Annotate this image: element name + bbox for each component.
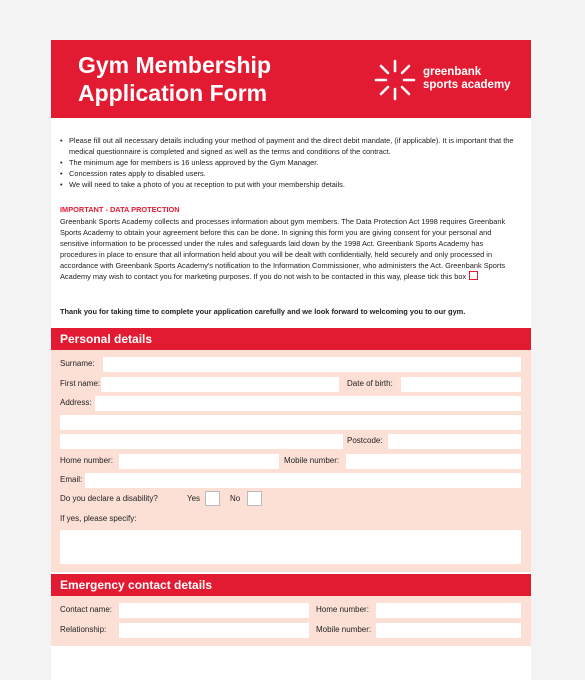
address-field-line-2[interactable]	[60, 415, 521, 430]
first-name-label: First name:	[60, 379, 101, 388]
emergency-home-number-field[interactable]	[376, 603, 521, 618]
brand-name-line-2: sports academy	[423, 79, 511, 91]
personal-details-title: Personal details	[60, 332, 153, 346]
email-field[interactable]	[85, 473, 521, 488]
personal-details-header	[51, 328, 531, 350]
intro-bullet: • We will need to take a photo of you at reception to put with your membership details.	[60, 179, 520, 190]
home-number-label: Home number:	[60, 456, 113, 465]
emergency-home-number-label: Home number:	[316, 605, 369, 614]
emergency-contact-title: Emergency contact details	[60, 578, 213, 592]
data-protection-text: Greenbank Sports Academy collects and processes information about gym members. The Data Protection Act 1998 requires Greenbank Sports Academy to obtain your agreement before this can be done. In signing this form you are giving consent for your personal and sensitive information to be processed under the rules and safeguards laid down by the 1998 Act. Greenbank Sports Academy has procedures in place to ensure that all information held about you will be dealt with confidentially, held securely and only processed in accordance with Greenbank Sports Academy's notification to the Information Commissioner, who administers the Act. Greenbank Sports Academy may wish to contact you for marketing purposes. If you do not wish to be contacted in this way, please tick this box	[60, 217, 506, 281]
data-protection-paragraph	[60, 216, 522, 282]
emergency-contact-section	[51, 596, 531, 646]
data-protection-heading: IMPORTANT - DATA PROTECTION	[60, 205, 180, 214]
marketing-opt-out-checkbox[interactable]	[469, 271, 478, 280]
date-of-birth-field[interactable]	[401, 377, 521, 392]
postcode-field[interactable]	[388, 434, 521, 449]
intro-bullet: • The minimum age for members is 16 unless approved by the Gym Manager.	[60, 157, 520, 168]
disability-question-label: Do you declare a disability?	[60, 494, 158, 503]
intro-bullet: • Concession rates apply to disabled users.	[60, 168, 520, 179]
disability-no-checkbox[interactable]	[247, 491, 262, 506]
form-page	[51, 40, 531, 680]
thank-you-note: Thank you for taking time to complete your application carefully and we look forward to welcoming you to our gym.	[60, 307, 466, 316]
relationship-label: Relationship:	[60, 625, 107, 634]
address-field-line-3[interactable]	[60, 434, 343, 449]
surname-label: Surname:	[60, 359, 95, 368]
form-header	[51, 40, 531, 118]
disability-specify-field[interactable]	[60, 530, 521, 564]
contact-name-label: Contact name:	[60, 605, 113, 614]
home-number-field[interactable]	[119, 454, 279, 469]
intro-bullet-list	[60, 135, 520, 190]
personal-details-section	[51, 350, 531, 572]
form-title-line-1: Gym Membership	[78, 52, 271, 78]
sunburst-logo-icon	[373, 58, 417, 102]
date-of-birth-label: Date of birth:	[347, 379, 393, 388]
email-label: Email:	[60, 475, 83, 484]
mobile-number-field[interactable]	[346, 454, 521, 469]
disability-no-label: No	[230, 494, 241, 503]
mobile-number-label: Mobile number:	[284, 456, 340, 465]
emergency-contact-header	[51, 574, 531, 596]
emergency-mobile-number-label: Mobile number:	[316, 625, 372, 634]
intro-bullet: • Please fill out all necessary details including your method of payment and the direct debit mandate, (if applicable). It is important that the medical questionnaire is completed and signed as well as the terms and conditions of the contract.	[60, 135, 520, 157]
form-title-line-2: Application Form	[78, 80, 268, 106]
address-label: Address:	[60, 398, 92, 407]
disability-specify-label: If yes, please specify:	[60, 514, 137, 523]
disability-yes-label: Yes	[187, 494, 201, 503]
postcode-label: Postcode:	[347, 436, 383, 445]
contact-name-field[interactable]	[119, 603, 309, 618]
address-field-line-1[interactable]	[95, 396, 521, 411]
relationship-field[interactable]	[119, 623, 309, 638]
emergency-mobile-number-field[interactable]	[376, 623, 521, 638]
brand-name-line-1: greenbank	[423, 66, 482, 78]
disability-yes-checkbox[interactable]	[205, 491, 220, 506]
surname-field[interactable]	[103, 357, 521, 372]
first-name-field[interactable]	[101, 377, 339, 392]
